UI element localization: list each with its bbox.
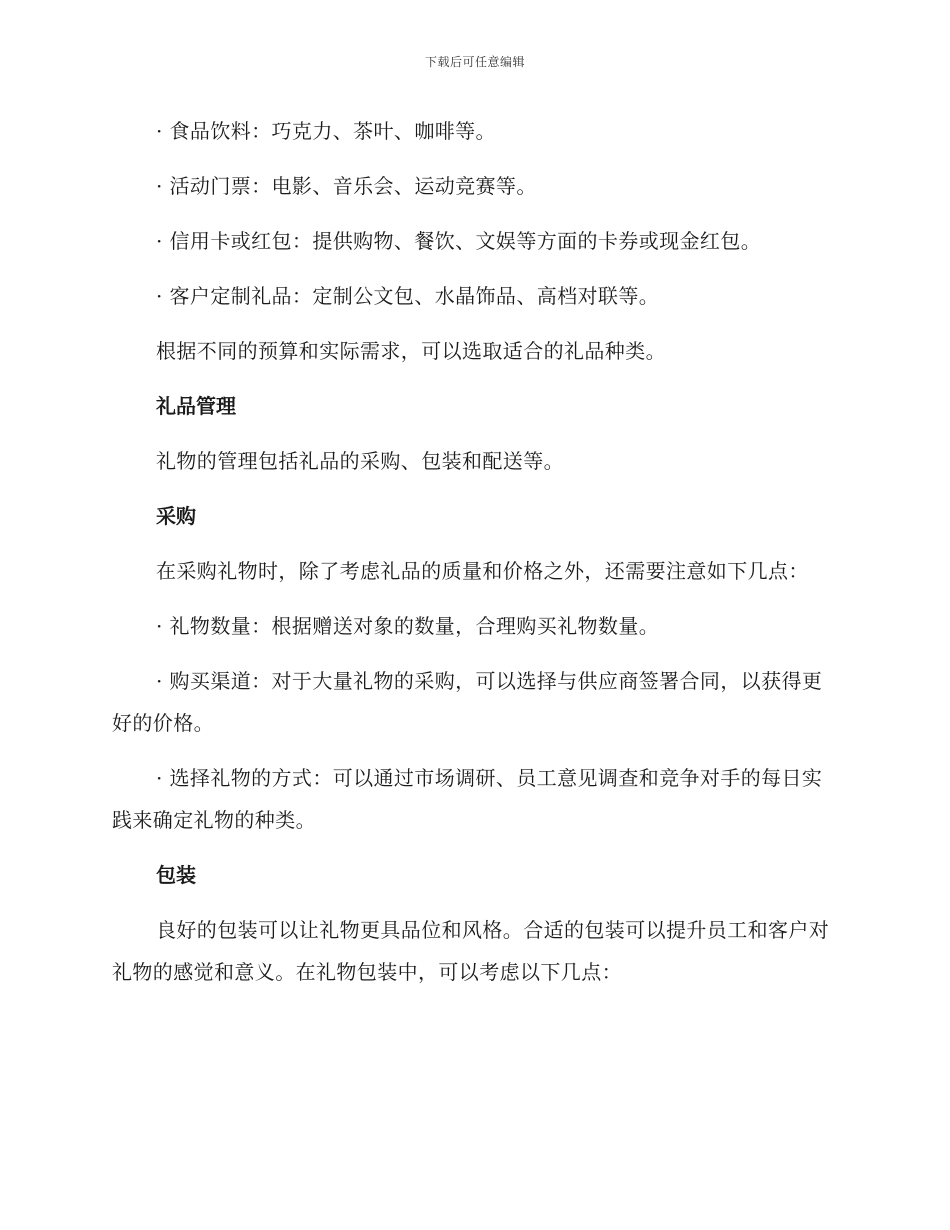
paragraph-packaging: 良好的包装可以让礼物更具品位和风格。合适的包装可以提升员工和客户对礼物的感觉和意义。在礼物包装中，可以考虑以下几点： xyxy=(112,918,830,984)
paragraph-purchasing-intro: 在采购礼物时，除了考虑礼品的质量和价格之外，还需要注意如下几点： xyxy=(156,559,809,583)
bullet-selection-method: · 选择礼物的方式：可以通过市场调研、员工意见调查和竞争对手的每日实践来确定礼物的种类。 xyxy=(112,766,823,832)
bullet-event-tickets: · 活动门票：电影、音乐会、运动竞赛等。 xyxy=(156,174,537,198)
document-body xyxy=(112,110,832,1006)
page-header: 下载后可任意编辑 xyxy=(424,55,525,69)
heading-purchasing: 采购 xyxy=(156,504,196,528)
bullet-cards-red-packets: · 信用卡或红包：提供购物、餐饮、文娱等方面的卡券或现金红包。 xyxy=(156,229,762,253)
paragraph-management-intro: 礼物的管理包括礼品的采购、包装和配送等。 xyxy=(156,449,564,473)
bullet-food-drinks: · 食品饮料：巧克力、茶叶、咖啡等。 xyxy=(156,119,496,143)
bullet-custom-gifts: · 客户定制礼品：定制公文包、水晶饰品、高档对联等。 xyxy=(156,284,660,308)
bullet-purchase-channel: · 购买渠道：对于大量礼物的采购，可以选择与供应商签署合同，以获得更好的价格。 xyxy=(112,669,823,735)
heading-gift-management: 礼品管理 xyxy=(156,394,236,418)
paragraph-budget: 根据不同的预算和实际需求，可以选取适合的礼品种类。 xyxy=(156,339,666,363)
heading-packaging: 包装 xyxy=(156,863,196,887)
bullet-gift-quantity: · 礼物数量：根据赠送对象的数量，合理购买礼物数量。 xyxy=(156,614,660,638)
